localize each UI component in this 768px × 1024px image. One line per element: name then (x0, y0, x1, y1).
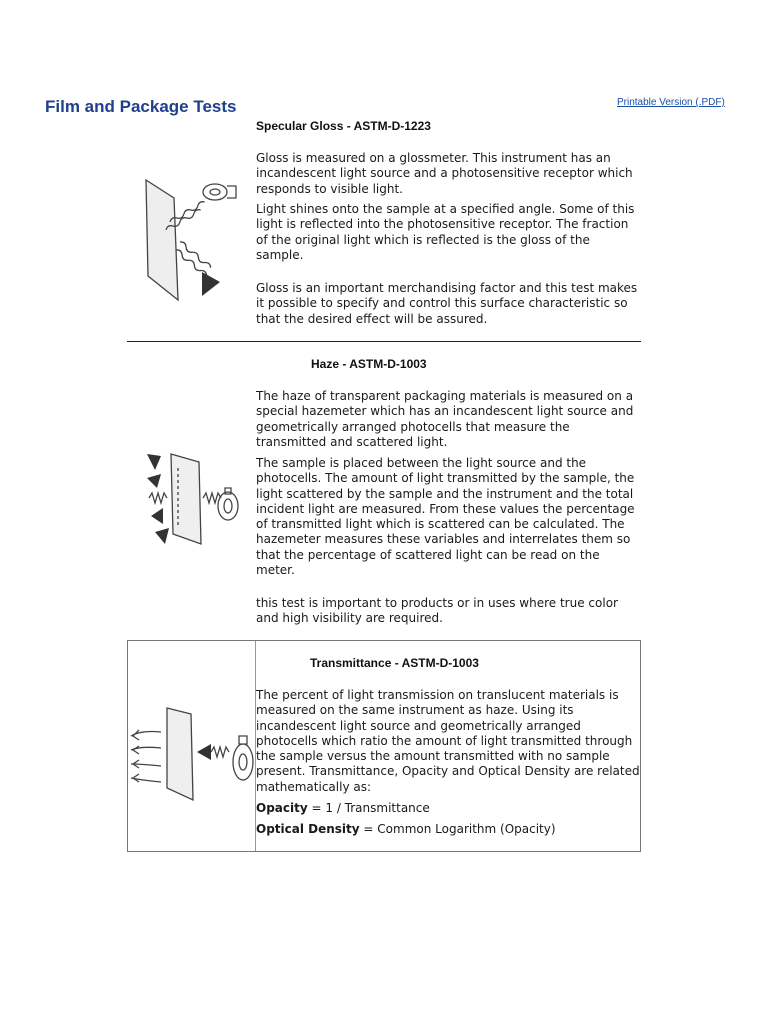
opacity-formula (256, 801, 641, 816)
haze-paragraph-2: The sample is placed between the light source and the photocells. The amount of light transmitted by the sample, the light scattered by the sample and the instrument and the total incident light are measured. From these values the percentage of transmitted light which is scattered can be calculated. The hazemeter measures these variables and interrelates them so that the percentage of scattered light can be read on the meter. (256, 456, 635, 578)
transmittance-paragraph: The percent of light transmission on translucent materials is measured on the same instrument as haze. Using its incandescent light source and geometrically arranged photocells which ratio the amount of light transmitted through the sample versus the amount transmitted with no sample present. Transmittance, Opacity and Optical Density are related mathematically as: (256, 688, 640, 794)
gloss-title-name: Specular Gloss (256, 119, 344, 133)
transmittance-illustration (127, 704, 255, 804)
opacity-expression: = 1 / Transmittance (307, 801, 430, 815)
transmittance-section-title (310, 656, 479, 670)
haze-paragraph-1: The haze of transparent packaging materials is measured on a special hazemeter which has an incandescent light source and geometrically arranged photocells that measure the transmitted and scattered light. (256, 389, 634, 449)
optical-density-formula (256, 822, 641, 837)
gloss-illustration (140, 172, 250, 302)
haze-section-title (311, 357, 427, 371)
haze-title-name: Haze (311, 357, 340, 371)
optical-density-expression: = Common Logarithm (Opacity) (359, 822, 556, 836)
gloss-paragraph-3: Gloss is an important merchandising factor and this test makes it possible to specify and control this surface characteristic so that the desired effect will be assured. (256, 281, 638, 326)
haze-illustration (143, 448, 243, 548)
page-title: Film and Package Tests (45, 97, 237, 116)
transmittance-title-name: Transmittance (310, 656, 392, 670)
haze-title-code: - ASTM-D-1003 (339, 357, 427, 371)
gloss-paragraph-1: Gloss is measured on a glossmeter. This instrument has an incandescent light source and a photosensitive receptor which responds to visible light. (256, 151, 633, 196)
section-divider (127, 341, 641, 342)
gloss-paragraph-2: Light shines onto the sample at a specified angle. Some of this light is reflected into the photosensitive receptor. The fraction of the original light which is reflected is the gloss of the sample. (256, 202, 635, 262)
gloss-section-title (256, 119, 431, 133)
printable-version-link[interactable]: Printable Version (.PDF) (617, 97, 725, 108)
transmittance-title-code: - ASTM-D-1003 (391, 656, 479, 670)
haze-paragraph-3: this test is important to products or in uses where true color and high visibility are required. (256, 596, 618, 626)
optical-density-label: Optical Density (256, 822, 360, 836)
gloss-title-code: - ASTM-D-1223 (343, 119, 431, 133)
opacity-label: Opacity (256, 801, 308, 815)
